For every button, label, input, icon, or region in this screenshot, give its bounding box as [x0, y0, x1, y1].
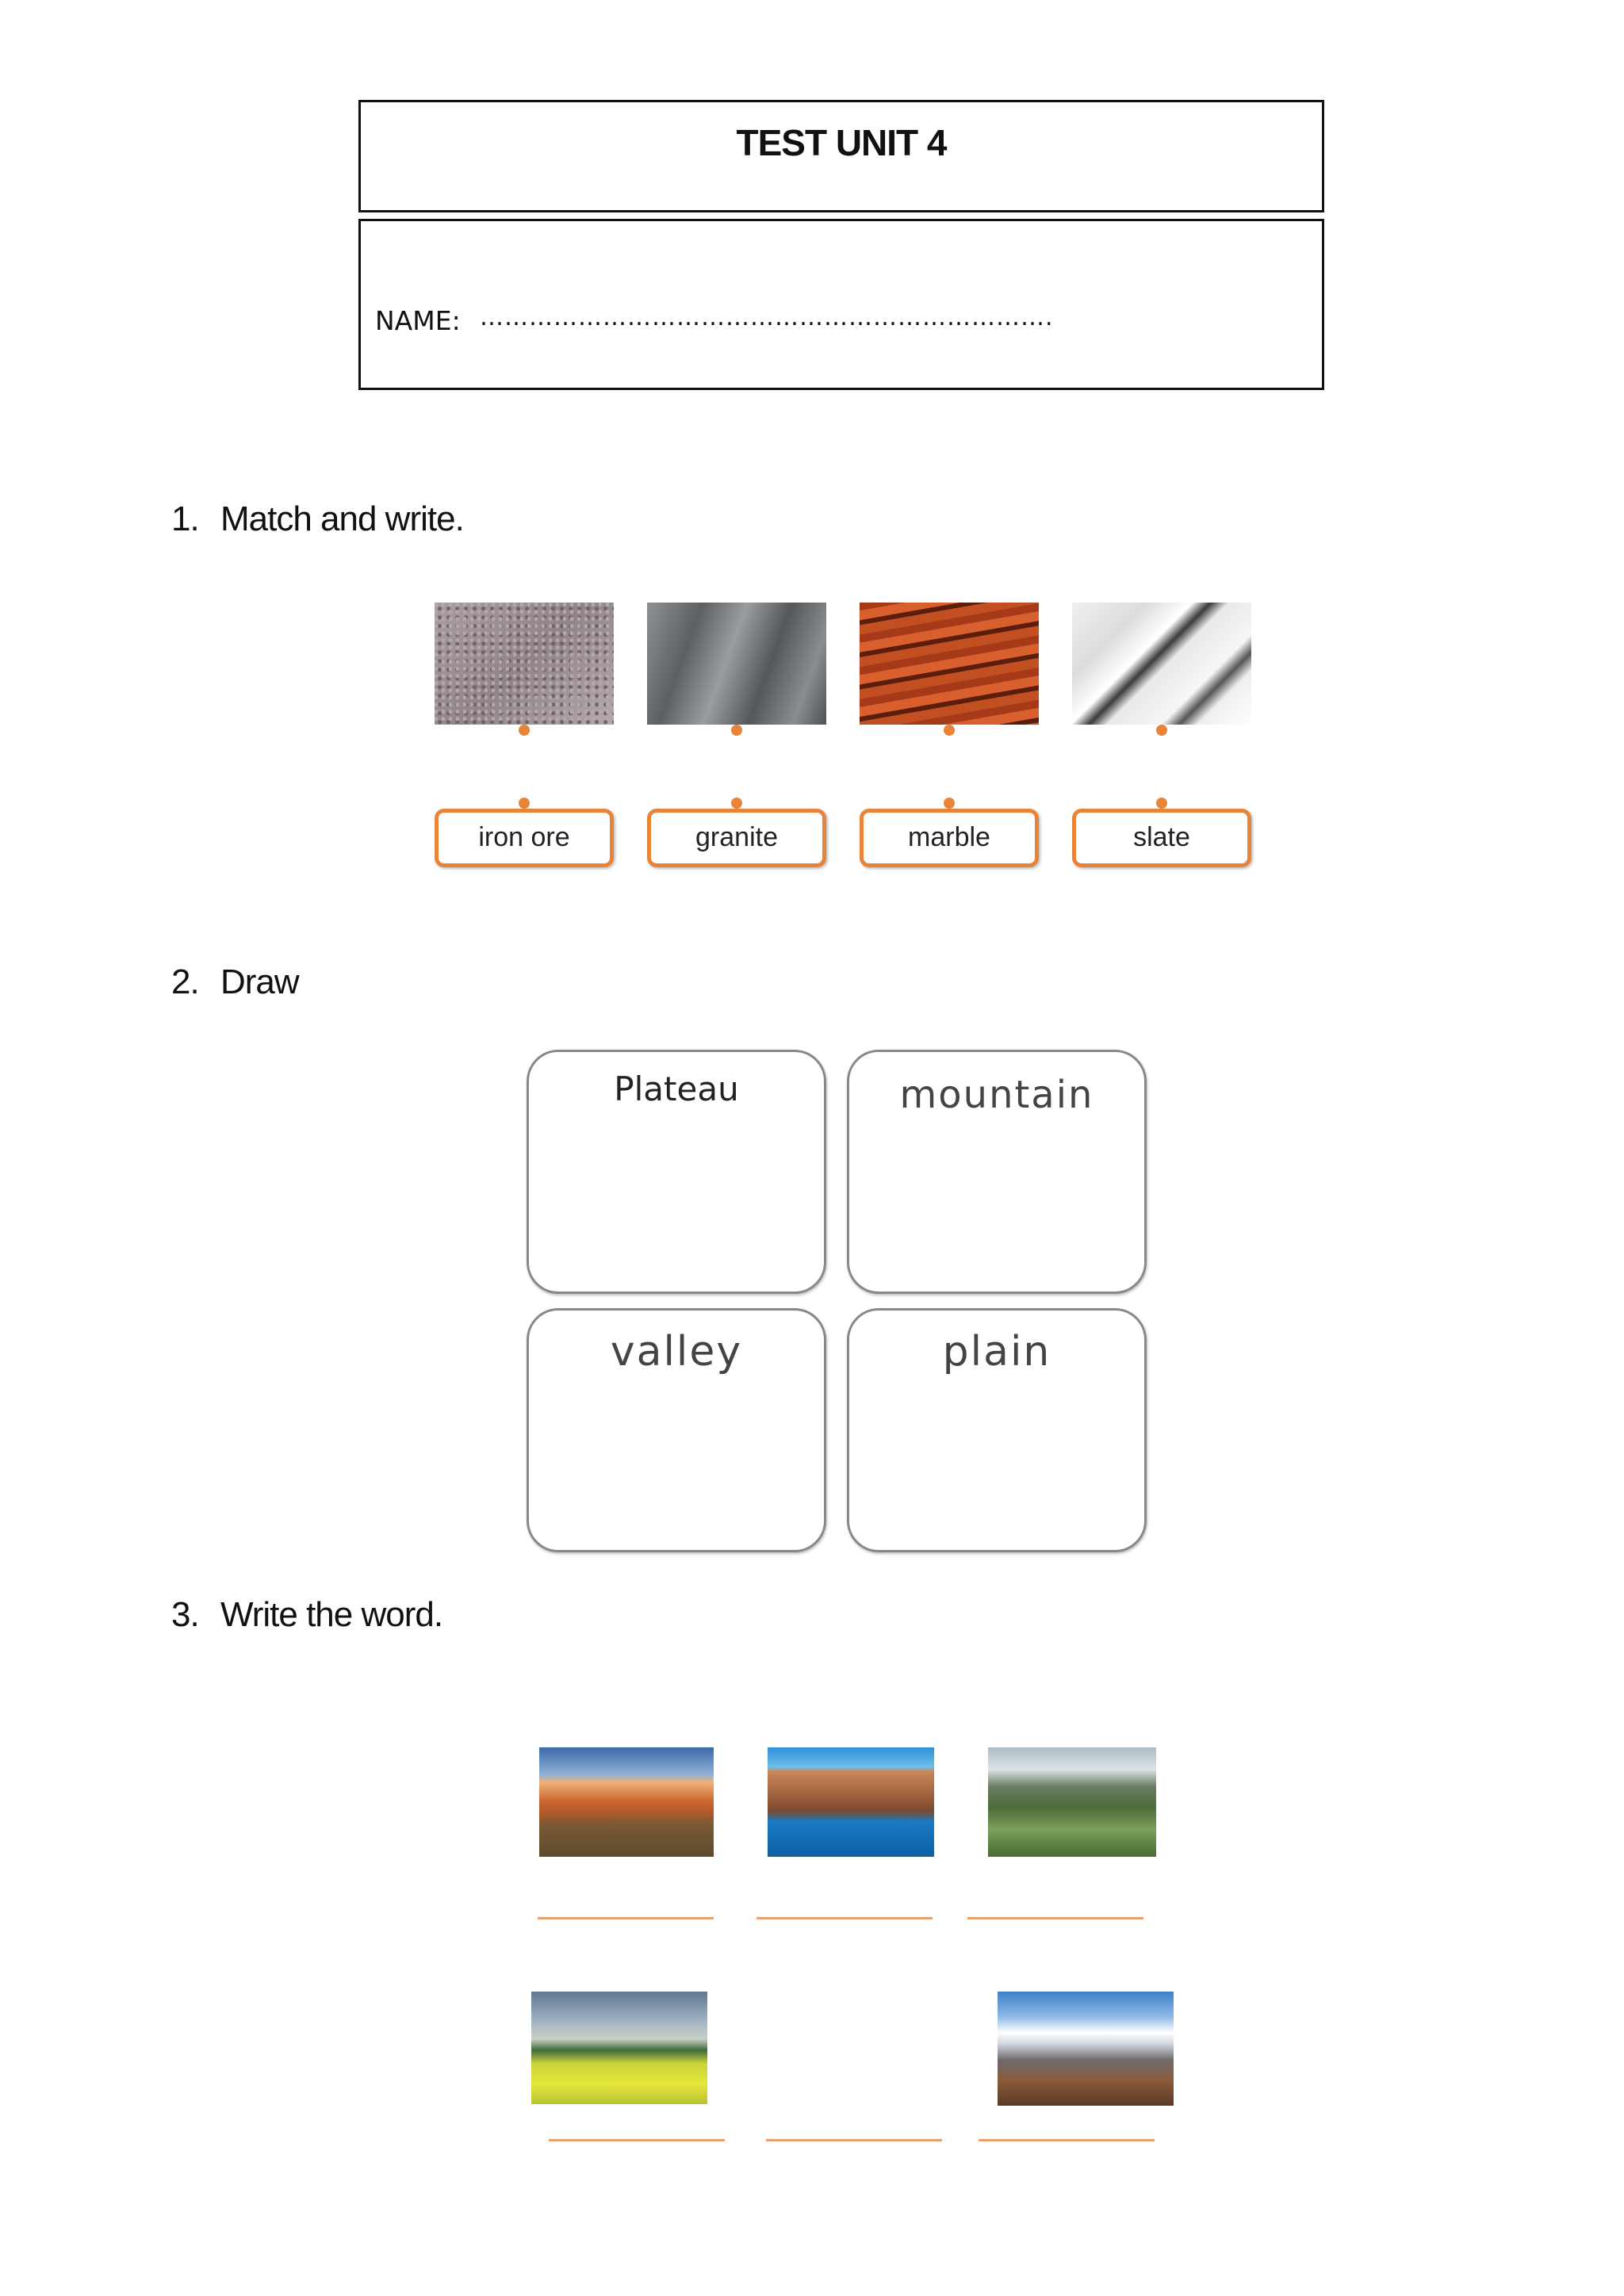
word-box-4: slate [1072, 809, 1251, 867]
section-3-number: 3. [171, 1595, 199, 1634]
answer-line-5[interactable] [766, 2139, 942, 2141]
draw-box-mountain[interactable] [847, 1050, 1147, 1294]
landscape-photo-mountain [998, 1992, 1174, 2106]
page-title: TEST UNIT 4 [736, 122, 947, 163]
word-box-1: iron ore [435, 809, 614, 867]
match-dot-top-4[interactable] [1156, 725, 1167, 736]
section-2-number: 2. [171, 962, 199, 1001]
answer-line-2[interactable] [756, 1917, 933, 1919]
match-dot-top-3[interactable] [944, 725, 955, 736]
section-3-heading [171, 1595, 442, 1635]
rock-image-2 [647, 603, 826, 725]
draw-box-plain[interactable] [847, 1308, 1147, 1552]
rock-image-4 [1072, 603, 1251, 725]
landscape-photo-valley [988, 1747, 1156, 1857]
draw-label-plain: plain [942, 1328, 1051, 1376]
answer-line-6[interactable] [979, 2139, 1155, 2141]
draw-label-mountain: mountain [899, 1073, 1094, 1117]
section-3-title: Write the word. [220, 1595, 443, 1634]
draw-box-plateau[interactable] [527, 1050, 826, 1294]
answer-line-4[interactable] [549, 2139, 725, 2141]
match-dot-bottom-4[interactable] [1156, 798, 1167, 809]
match-dot-bottom-3[interactable] [944, 798, 955, 809]
match-dot-bottom-1[interactable] [519, 798, 530, 809]
name-label: NAME: [375, 305, 461, 336]
match-dot-top-2[interactable] [731, 725, 742, 736]
landscape-photo-plateau [539, 1747, 714, 1857]
title-box [358, 100, 1324, 212]
rock-image-3 [860, 603, 1039, 725]
match-dot-bottom-2[interactable] [731, 798, 742, 809]
draw-box-valley[interactable] [527, 1308, 826, 1552]
rock-image-1 [435, 603, 614, 725]
answer-line-1[interactable] [538, 1917, 714, 1919]
name-box [358, 219, 1324, 390]
answer-line-3[interactable] [967, 1917, 1143, 1919]
word-box-3: marble [860, 809, 1039, 867]
word-box-2: granite [647, 809, 826, 867]
section-2-title: Draw [220, 962, 299, 1001]
section-1-number: 1. [171, 499, 199, 538]
name-field-dots[interactable]: ……………………………………………………………. [480, 304, 1054, 331]
section-1-heading [171, 499, 464, 539]
draw-label-valley: valley [610, 1328, 743, 1376]
section-2-heading [171, 962, 299, 1002]
landscape-photo-cliff [768, 1747, 934, 1857]
section-1-title: Match and write. [220, 499, 464, 538]
draw-label-plateau: Plateau [614, 1070, 739, 1108]
landscape-photo-plain [531, 1992, 707, 2104]
match-dot-top-1[interactable] [519, 725, 530, 736]
